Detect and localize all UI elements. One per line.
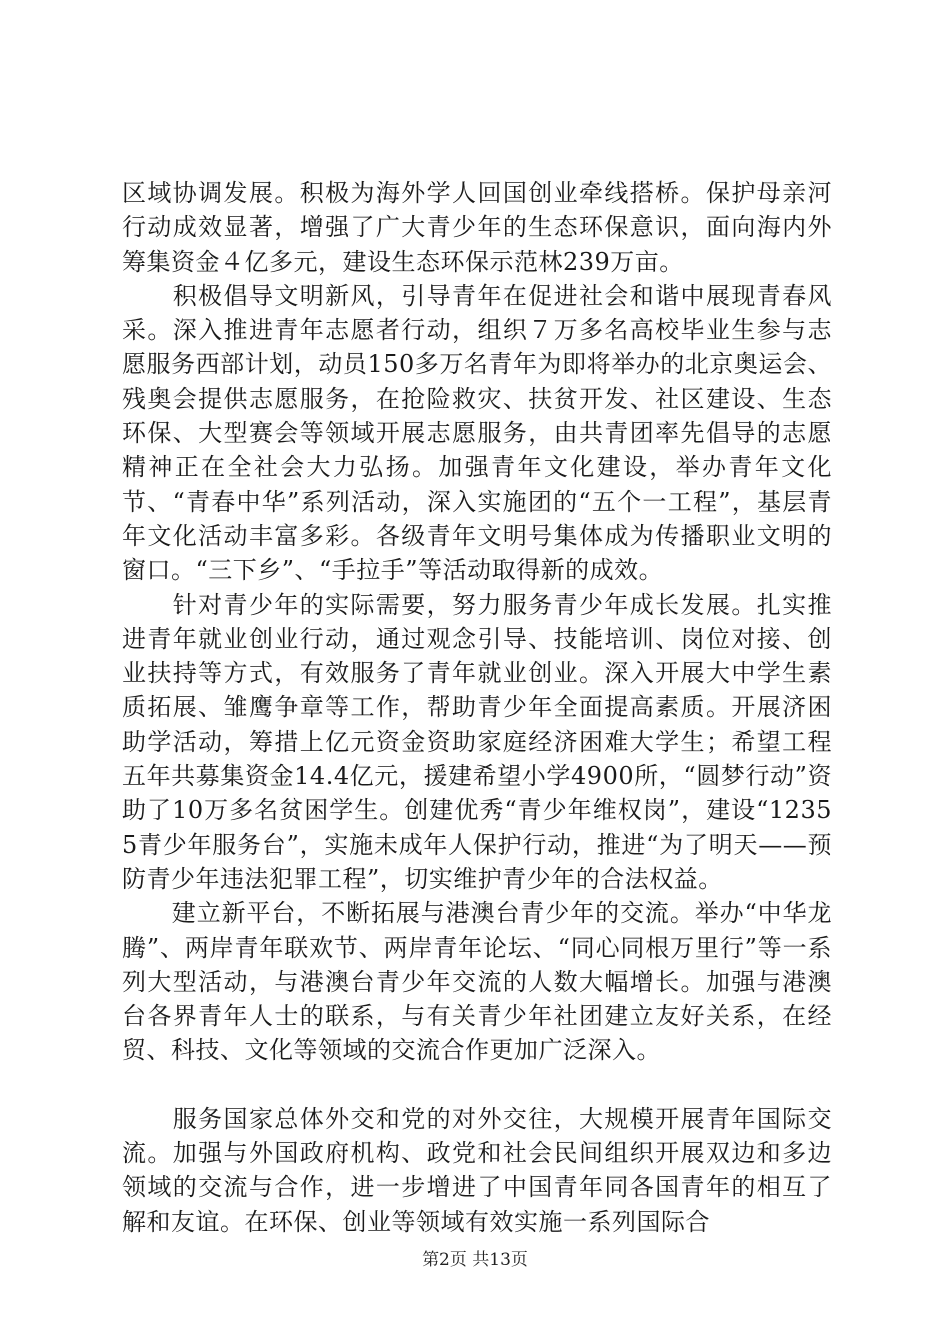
paragraph-4: 建立新平台，不断拓展与港澳台青少年的交流。举办“中华龙腾”、两岸青年联欢节、两岸青年论坛、“同心同根万里行”等一系列大型活动，与港澳台青少年交流的人数大幅增长。加强与港澳台各界青年人士的联系，与有关青少年社团建立友好关系，在经贸、科技、文化等领域的交流合作更加广泛深入。 [122,899,832,1065]
paragraph-5: 服务国家总体外交和党的对外交往，大规模开展青年国际交流。加强与外国政府机构、政党和社会民间组织开展双边和多边领域的交流与合作，进一步增进了中国青年同各国青年的相互了解和友谊。在环保、创业等领域有效实施一系列国际合 [122,1104,832,1236]
paragraph-3: 针对青少年的实际需要，努力服务青少年成长发展。扎实推进青年就业创业行动，通过观念引导、技能培训、岗位对接、创业扶持等方式，有效服务了青年就业创业。深入开展大中学生素质拓展、雏鹰争章等工作，帮助青少年全面提高素质。开展济困助学活动，筹措上亿元资金资助家庭经济困难大学生；希望工程五年共募集资金14.4亿元，援建希望小学4900所，“圆梦行动”资助了10万多名贫困学生。创建优秀“青少年维权岗”，建设“12355青少年服务台”，实施未成年人保护行动，推进“为了明天——预防青少年违法犯罪工程”，切实维护青少年的合法权益。 [122,590,832,893]
paragraph-2: 积极倡导文明新风，引导青年在促进社会和谐中展现青春风采。深入推进青年志愿者行动，组织７万多名高校毕业生参与志愿服务西部计划，动员150多万名青年为即将举办的北京奥运会、残奥会提供志愿服务，在抢险救灾、扶贫开发、社区建设、生态环保、大型赛会等领域开展志愿服务，由共青团率先倡导的志愿精神正在全社会大力弘扬。加强青年文化建设，举办青年文化节、“青春中华”系列活动，深入实施团的“五个一工程”，基层青年文化活动丰富多彩。各级青年文明号集体成为传播职业文明的窗口。“三下乡”、“手拉手”等活动取得新的成效。 [122,281,832,585]
page-footer: 第2页 共13页 [422,1250,528,1270]
paragraph-1: 区域协调发展。积极为海外学人回国创业牵线搭桥。保护母亲河行动成效显著，增强了广大青少年的生态环保意识，面向海内外筹集资金４亿多元，建设生态环保示范林239万亩。 [122,179,832,276]
body-text [122,176,832,1239]
